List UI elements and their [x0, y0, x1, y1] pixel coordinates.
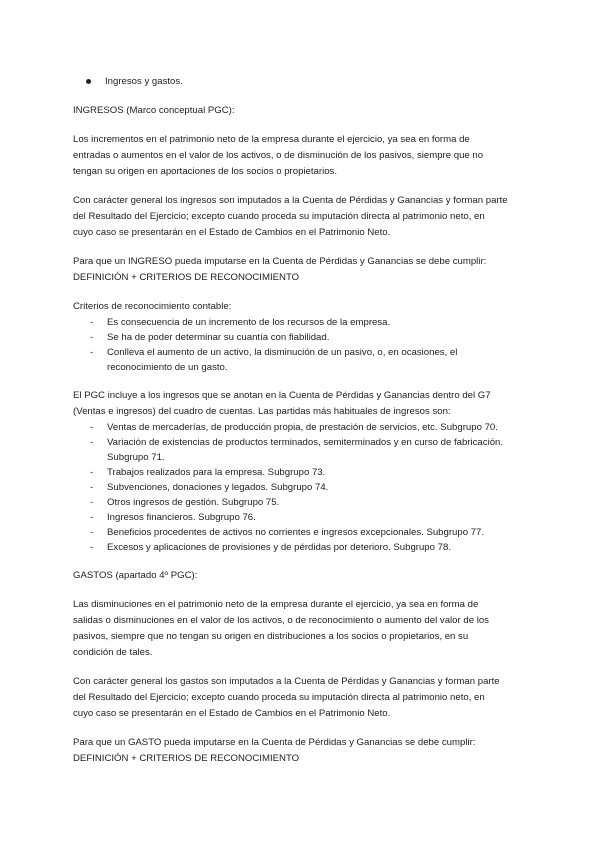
- list-item-text: Variación de existencias de productos terminados, semiterminados y en curso de fabricación.: [107, 437, 504, 448]
- list-item-text: Se ha de poder determinar su cuantía con fiabilidad.: [107, 332, 330, 343]
- gastos-requisito: [73, 735, 533, 767]
- pgc_intro-line: (Ventas e ingresos) del cuadro de cuentas. Las partidas más habituales de ingresos son:: [73, 406, 451, 417]
- document-page: [73, 74, 533, 767]
- list-item: [73, 465, 533, 480]
- pgc-intro: [73, 388, 533, 420]
- list-item: [73, 330, 533, 345]
- dash-marker: -: [90, 482, 94, 493]
- list-item-text: Ingresos financieros. Subgrupo 76.: [107, 512, 256, 523]
- ingresos-general: [73, 193, 533, 241]
- ingresos_general-line: del Resultado del Ejercicio; excepto cuando proceda su imputación directa al patrimonio neto, en: [73, 211, 485, 222]
- bullet-item: [73, 74, 533, 90]
- ingresos_requisito-line: DEFINICIÓN + CRITERIOS DE RECONOCIMIENTO: [73, 272, 300, 283]
- gastos_def-line: salidas o disminuciones en el valor de los activos, o de reconocimiento o aumento del valor de los: [73, 615, 489, 626]
- ingresos_def-line: tengan su origen en aportaciones de los socios o propietarios.: [73, 166, 337, 177]
- list-item: [73, 525, 533, 540]
- list-item-text: Beneficios procedentes de activos no corrientes e ingresos excepcionales. Subgrupo 77.: [107, 527, 485, 538]
- ingresos-requisito: [73, 254, 533, 286]
- ingresos-heading: INGRESOS (Marco conceptual PGC):: [73, 105, 235, 116]
- gastos_general-line: cuyo caso se presentarán en el Estado de Cambios en el Patrimonio Neto.: [73, 708, 391, 719]
- gastos_requisito-line: Para que un GASTO pueda imputarse en la Cuenta de Pérdidas y Ganancias se debe cumplir:: [73, 737, 476, 748]
- list-item: [73, 495, 533, 510]
- ingresos_general-line: cuyo caso se presentarán en el Estado de Cambios en el Patrimonio Neto.: [73, 227, 391, 238]
- gastos_def-line: pasivos, siempre que no tengan su origen en distribuciones a los socios o propietarios, en su: [73, 631, 469, 642]
- dash-marker: -: [90, 512, 94, 523]
- list-item: [73, 345, 533, 375]
- dash-marker: -: [90, 347, 94, 358]
- list-item: [73, 540, 533, 555]
- criterios-list: [73, 315, 533, 375]
- gastos-definition: [73, 597, 533, 661]
- list-item: [73, 435, 533, 465]
- pgc_intro-line: El PGC incluye a los ingresos que se anotan en la Cuenta de Pérdidas y Ganancias dentro del G7: [73, 390, 491, 401]
- gastos_general-line: del Resultado del Ejercicio; excepto cuando proceda su imputación directa al patrimonio neto, en: [73, 692, 485, 703]
- gastos_def-line: condición de tales.: [73, 647, 153, 658]
- dash-marker: -: [90, 542, 94, 553]
- dash-marker: -: [90, 317, 94, 328]
- gastos_general-line: Con carácter general los gastos son imputados a la Cuenta de Pérdidas y Ganancias y forman parte: [73, 676, 500, 687]
- gastos_requisito-line: DEFINICIÓN + CRITERIOS DE RECONOCIMIENTO: [73, 753, 300, 764]
- list-item-text: Subgrupo 71.: [107, 452, 165, 463]
- dash-marker: -: [90, 497, 94, 508]
- list-item: [73, 510, 533, 525]
- gastos_def-line: Las disminuciones en el patrimonio neto de la empresa durante el ejercicio, ya sea en forma de: [73, 599, 479, 610]
- ingresos_def-line: Los incrementos en el patrimonio neto de la empresa durante el ejercicio, ya sea en forma de: [73, 134, 470, 145]
- dash-marker: -: [90, 437, 94, 448]
- list-item: [73, 420, 533, 435]
- ingresos_requisito-line: Para que un INGRESO pueda imputarse en la Cuenta de Pérdidas y Ganancias se debe cumplir:: [73, 256, 487, 267]
- list-item: [73, 315, 533, 330]
- ingresos_def-line: entradas o aumentos en el valor de los activos, o de disminución de los pasivos, siempre que no: [73, 150, 484, 161]
- list-item-text: Subvenciones, donaciones y legados. Subgrupo 74.: [107, 482, 329, 493]
- list-item-text: Trabajos realizados para la empresa. Subgrupo 73.: [107, 467, 326, 478]
- dash-marker: -: [90, 332, 94, 343]
- dash-marker: -: [90, 467, 94, 478]
- gastos-general: [73, 674, 533, 722]
- dash-marker: -: [90, 422, 94, 433]
- pgc-list: [73, 420, 533, 555]
- dash-marker: -: [90, 527, 94, 538]
- criterios-heading: Criterios de reconocimiento contable:: [73, 301, 232, 312]
- list-item-text: Conlleva el aumento de un activo, la disminución de un pasivo, o, en ocasiones, el: [107, 347, 458, 358]
- list-item-text: Excesos y aplicaciones de provisiones y de pérdidas por deterioro. Subgrupo 78.: [107, 542, 451, 553]
- ingresos_general-line: Con carácter general los ingresos son imputados a la Cuenta de Pérdidas y Ganancias y forman parte: [73, 195, 508, 206]
- bullet-dot-icon: [86, 79, 91, 84]
- list-item: [73, 480, 533, 495]
- ingresos-definition: [73, 132, 533, 180]
- list-item-text: Es consecuencia de un incremento de los recursos de la empresa.: [107, 317, 391, 328]
- list-item-text: Otros ingresos de gestión. Subgrupo 75.: [107, 497, 280, 508]
- list-item-text: Ventas de mercaderías, de producción propia, de prestación de servicios, etc. Subgrupo 70.: [107, 422, 498, 433]
- gastos-heading: GASTOS (apartado 4º PGC):: [73, 570, 198, 581]
- bullet-item-text: Ingresos y gastos.: [105, 76, 183, 87]
- list-item-text: reconocimiento de un gasto.: [107, 362, 228, 373]
